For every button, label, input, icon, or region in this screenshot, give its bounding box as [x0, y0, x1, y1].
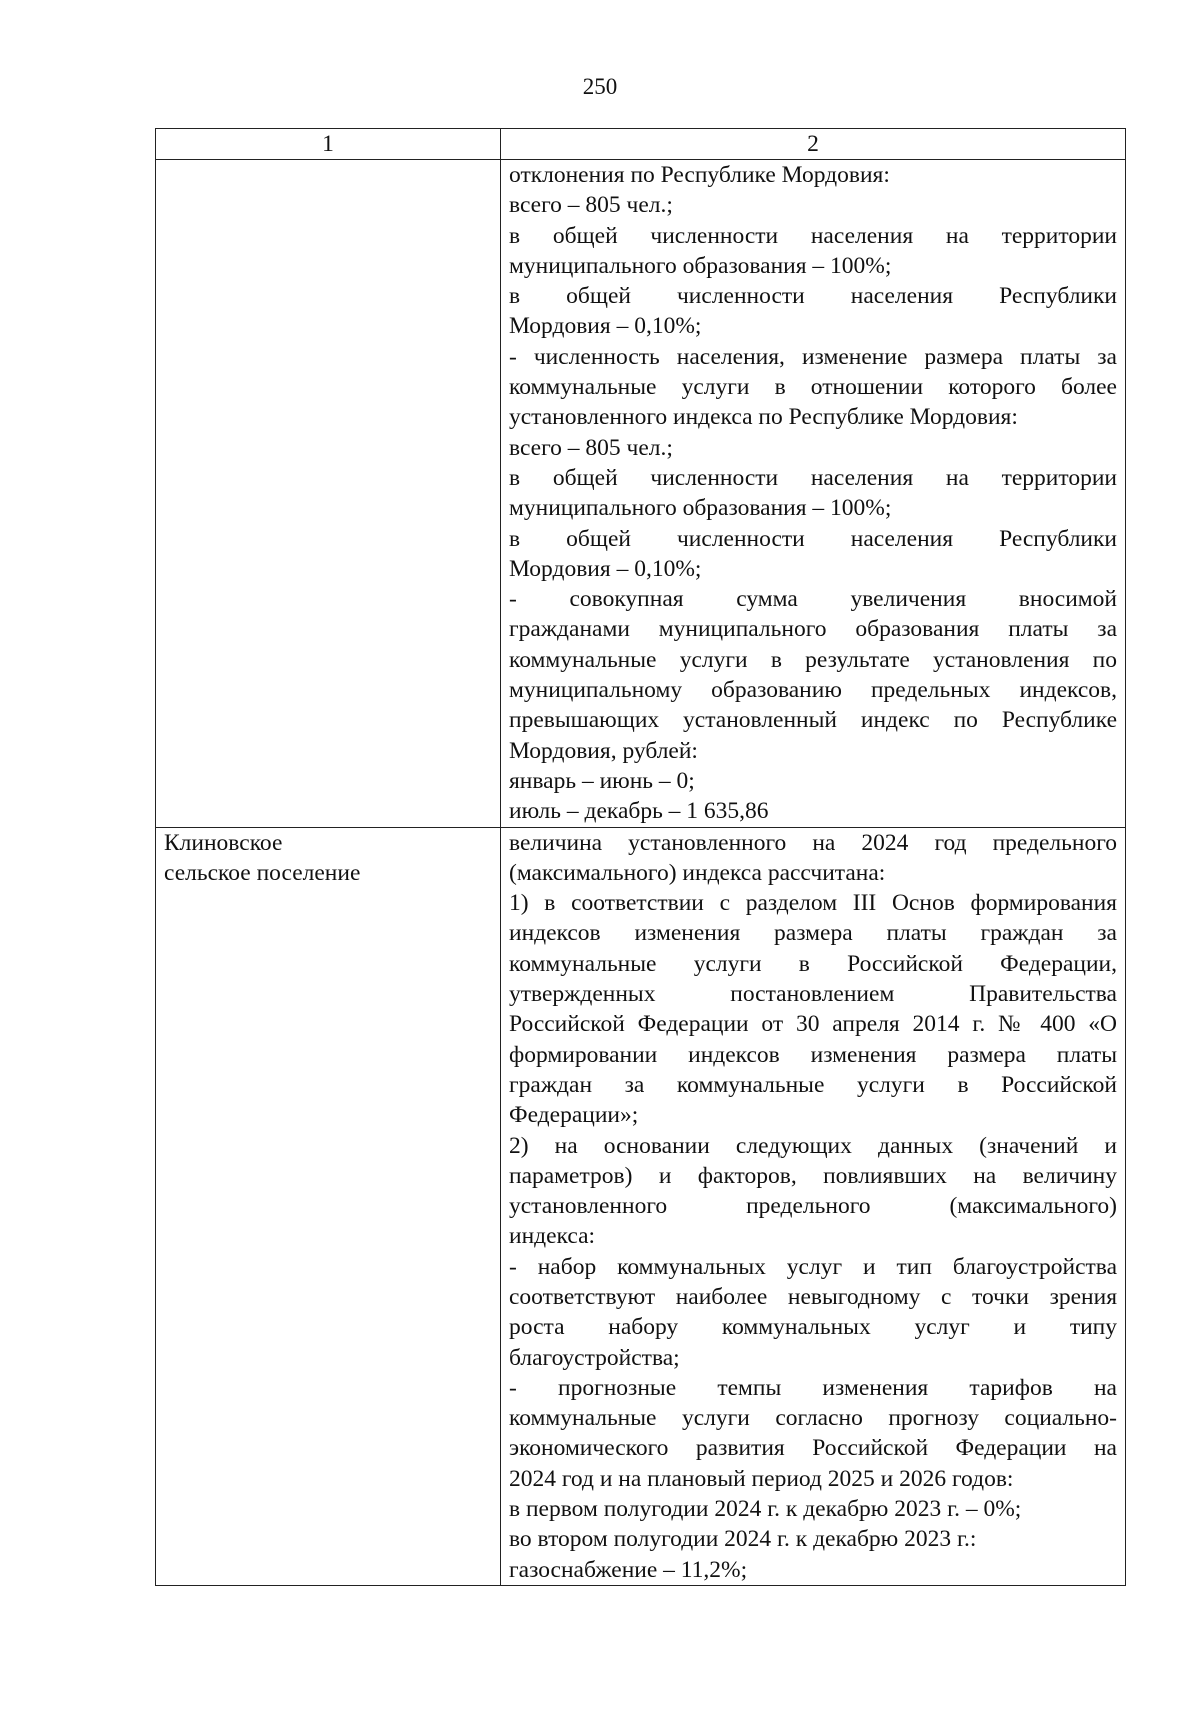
text-line: - набор коммунальных услуг и тип благоустройства — [509, 1253, 1117, 1280]
text-line: установленного предельного (максимального) — [509, 1193, 1117, 1220]
text-line: Российской Федерации от 30 апреля 2014 г. № 400 «О — [509, 1011, 1117, 1038]
text-line: параметров) и факторов, повлиявших на величину — [509, 1162, 1117, 1189]
text-line: утвержденных постановлением Правительства — [509, 981, 1117, 1008]
text-line: коммунальные услуги согласно прогнозу социально- — [509, 1405, 1117, 1432]
text-line: газоснабжение – 11,2%; — [509, 1556, 748, 1583]
row-2-col-2 — [501, 827, 1126, 1585]
text-line: муниципального образования – 100%; — [509, 252, 892, 279]
column-header-1: 1 — [156, 129, 501, 160]
text-line: индексов изменения размера платы граждан за — [509, 920, 1117, 947]
text-line: в общей численности населения на территории — [509, 222, 1117, 249]
text-line: 2024 год и на плановый период 2025 и 2026 годов: — [509, 1465, 1014, 1492]
row-1-col-1 — [156, 160, 501, 828]
text-line: всего – 805 чел.; — [509, 192, 673, 219]
column-header-2: 2 — [501, 129, 1126, 160]
text-line: всего – 805 чел.; — [509, 434, 673, 461]
text-line: Мордовия – 0,10%; — [509, 313, 702, 340]
text-line: Федерации»; — [509, 1102, 639, 1129]
text-line: в общей численности населения Республики — [509, 283, 1117, 310]
text-line: муниципального образования – 100%; — [509, 495, 892, 522]
text-line: величина установленного на 2024 год предельного — [509, 829, 1117, 856]
text-line: Мордовия, рублей: — [509, 737, 698, 764]
text-line: индекса: — [509, 1223, 596, 1250]
row-1-col-2 — [501, 160, 1126, 828]
text-line: 2) на основании следующих данных (значений и — [509, 1132, 1117, 1159]
text-line: в общей численности населения на территории — [509, 464, 1117, 491]
text-line: 1) в соответствии с разделом III Основ формирования — [509, 890, 1117, 917]
text-line: установленного индекса по Республике Мордовия: — [509, 404, 1018, 431]
text-line: благоустройства; — [509, 1344, 680, 1371]
settlement-name-line: сельское поселение — [164, 859, 361, 886]
text-line: во втором полугодии 2024 г. к декабрю 2023 г.: — [509, 1526, 977, 1553]
text-line: в общей численности населения Республики — [509, 525, 1117, 552]
page-number: 250 — [582, 74, 618, 99]
text-line: граждан за коммунальные услуги в Российской — [509, 1071, 1117, 1098]
text-line: июль – декабрь – 1 635,86 — [509, 798, 769, 825]
text-line: муниципальному образованию предельных индексов, — [509, 677, 1117, 704]
text-line: формировании индексов изменения размера платы — [509, 1041, 1117, 1068]
text-line: - совокупная сумма увеличения вносимой — [509, 586, 1117, 613]
text-line: экономического развития Российской Федерации на — [509, 1435, 1117, 1462]
text-line: в первом полугодии 2024 г. к декабрю 2023 г. – 0%; — [509, 1496, 1022, 1523]
table-header-row — [156, 129, 1126, 160]
text-line: превышающих установленный индекс по Республике — [509, 707, 1117, 734]
table-row — [156, 827, 1126, 1585]
table-row — [156, 160, 1126, 828]
text-line: - численность населения, изменение размера платы за — [509, 343, 1117, 370]
text-line: гражданами муниципального образования платы за — [509, 616, 1117, 643]
text-line: - прогнозные темпы изменения тарифов на — [509, 1374, 1117, 1401]
text-line: коммунальные услуги в результате установления по — [509, 646, 1117, 673]
settlement-name-line: Клиновское — [164, 829, 283, 856]
row-2-col-1 — [156, 827, 501, 1585]
document-table — [155, 128, 1126, 1586]
text-line: Мордовия – 0,10%; — [509, 555, 702, 582]
text-line: коммунальные услуги в отношении которого более — [509, 374, 1117, 401]
text-line: (максимального) индекса рассчитана: — [509, 859, 886, 886]
text-line: отклонения по Республике Мордовия: — [509, 162, 890, 188]
text-line: соответствуют наиболее невыгодному с точки зрения — [509, 1283, 1117, 1310]
text-line: роста набору коммунальных услуг и типу — [509, 1314, 1117, 1341]
text-line: коммунальные услуги в Российской Федерации, — [509, 950, 1117, 977]
text-line: январь – июнь – 0; — [509, 767, 695, 794]
